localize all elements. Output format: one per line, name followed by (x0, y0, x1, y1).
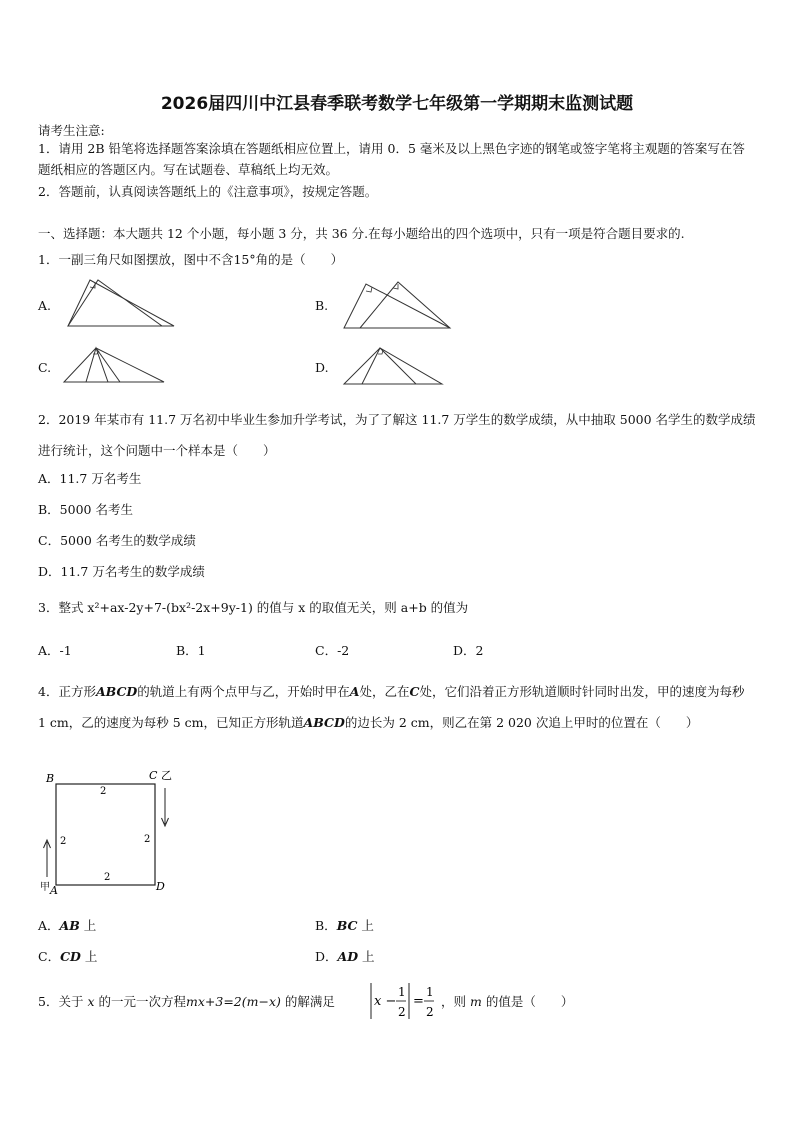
notice-item-2: 2．答题前，认真阅读答题纸上的《注意事项》，按规定答题。 (38, 184, 378, 199)
q4-side-bottom: 2 (104, 872, 111, 883)
q5-abs-left: x − (374, 994, 397, 1009)
q1-option-d-label: D. (315, 360, 329, 375)
q4-side-right: 2 (144, 834, 151, 845)
q4-square-figure (36, 766, 186, 898)
q4-label-b: B (46, 772, 55, 785)
q1-option-a-label: A. (38, 298, 52, 313)
q5-mid3: ，则 (441, 994, 467, 1009)
question-5-end (441, 992, 573, 1010)
q5-frac1-num: 1 (398, 985, 406, 999)
q5-prefix: 5．关于 (38, 994, 84, 1009)
q4-side-left: 2 (60, 836, 67, 847)
q1-figure-d (340, 344, 448, 388)
q4-label-jia: 甲 (40, 882, 50, 893)
q4-label-d: D (156, 880, 165, 893)
question-2-stem: 2．2019 年某市有 11.7 万名初中毕业生参加升学考试，为了了解这 11.7 万学生的数学成绩，从中抽取 5000 名学生的数学成绩进行统计，这个问题中一个样本是（ ） (38, 412, 756, 458)
q3-option-c: C．-2 (315, 643, 350, 658)
q5-suffix: 的值是（ ） (485, 994, 574, 1009)
question-4-stem (38, 676, 756, 738)
q1-option-b-label: B. (315, 298, 329, 313)
q3-option-a: A．-1 (38, 643, 72, 658)
q4-point-c: C (409, 684, 420, 699)
q4-abcd: ABCD (95, 684, 138, 699)
question-1-stem: 1．一副三角尺如图摆放，图中不含15°角的是（ ） (38, 252, 344, 267)
arrow-down-icon (162, 788, 169, 826)
q5-equals: = (413, 994, 424, 1009)
q1-figure-c (60, 344, 170, 386)
q4-label-yi: 乙 (161, 769, 172, 782)
q5-frac2-den: 2 (426, 1005, 434, 1019)
q4-abcd-2: ABCD (303, 715, 345, 730)
q4-option-d: D．AD 上 (315, 949, 375, 964)
q4-text-4: 处，它们沿着正方形轨道顺时针同时出发，甲的速度为每秒 1 cm，乙的速度为每秒 5 cm，已知正方形轨道 (38, 684, 745, 730)
q4-option-b: B．BC 上 (315, 918, 374, 933)
q4-option-c: C．CD 上 (38, 949, 98, 964)
q5-var-m: m (470, 994, 482, 1009)
arrow-up-icon (44, 840, 51, 877)
q1-option-c-label: C. (38, 360, 52, 375)
notice-item-1: 1．请用 2B 铅笔将选择题答案涂填在答题纸相应位置上，请用 0．5 毫米及以上黑色字迹的钢笔或签字笔将主观题的答案写在答题纸相应的答题区内。写在试题卷、草稿纸上均无效。 (38, 141, 745, 177)
q5-mid2: 的解满足 (284, 994, 335, 1009)
q5-mid1: 的一元一次方程 (98, 994, 186, 1009)
q2-option-c: C．5000 名考生的数学成绩 (38, 533, 196, 548)
q4-label-c: C (149, 769, 158, 782)
question-5-stem (38, 992, 335, 1010)
section-heading: 一、选择题：本大题共 12 个小题，每小题 3 分，共 36 分.在每小题给出的四个选项中，只有一项是符合题目要求的. (38, 226, 685, 241)
q3-option-d: D．2 (453, 643, 484, 658)
q1-figure-b (340, 278, 456, 332)
q2-option-b: B．5000 名考生 (38, 502, 133, 517)
q5-frac2-num: 1 (426, 985, 434, 999)
q4-text-5: 的边长为 2 cm，则乙在第 2 020 次追上甲时的位置在（ ） (344, 715, 699, 730)
notice-heading: 请考生注意: (38, 123, 105, 138)
q5-abs-equation (366, 980, 442, 1022)
q4-text-1: 4．正方形 (38, 684, 96, 699)
q4-side-top: 2 (100, 786, 107, 797)
q2-option-d: D．11.7 万名考生的数学成绩 (38, 564, 205, 579)
q5-frac1-den: 2 (398, 1005, 406, 1019)
q4-text-3: 处，乙在 (359, 684, 410, 699)
page-title: 2026届四川中江县春季联考数学七年级第一学期期末监测试题 (160, 94, 634, 114)
q2-option-a: A．11.7 万名考生 (38, 471, 142, 486)
question-3-stem: 3．整式 x²+ax-2y+7-(bx²-2x+9y-1) 的值与 x 的取值无关，则 a+b 的值为 (38, 600, 469, 615)
q1-figure-a (62, 278, 182, 330)
q5-var-x: x (87, 994, 95, 1009)
q4-option-a: A．AB 上 (38, 918, 97, 933)
q5-equation: mx+3=2(m−x) (186, 994, 281, 1009)
q4-label-a: A (50, 884, 58, 897)
q3-option-b: B．1 (176, 643, 206, 658)
q4-point-a: A (349, 684, 360, 699)
q4-text-2: 的轨道上有两个点甲与乙，开始时甲在 (137, 684, 350, 699)
